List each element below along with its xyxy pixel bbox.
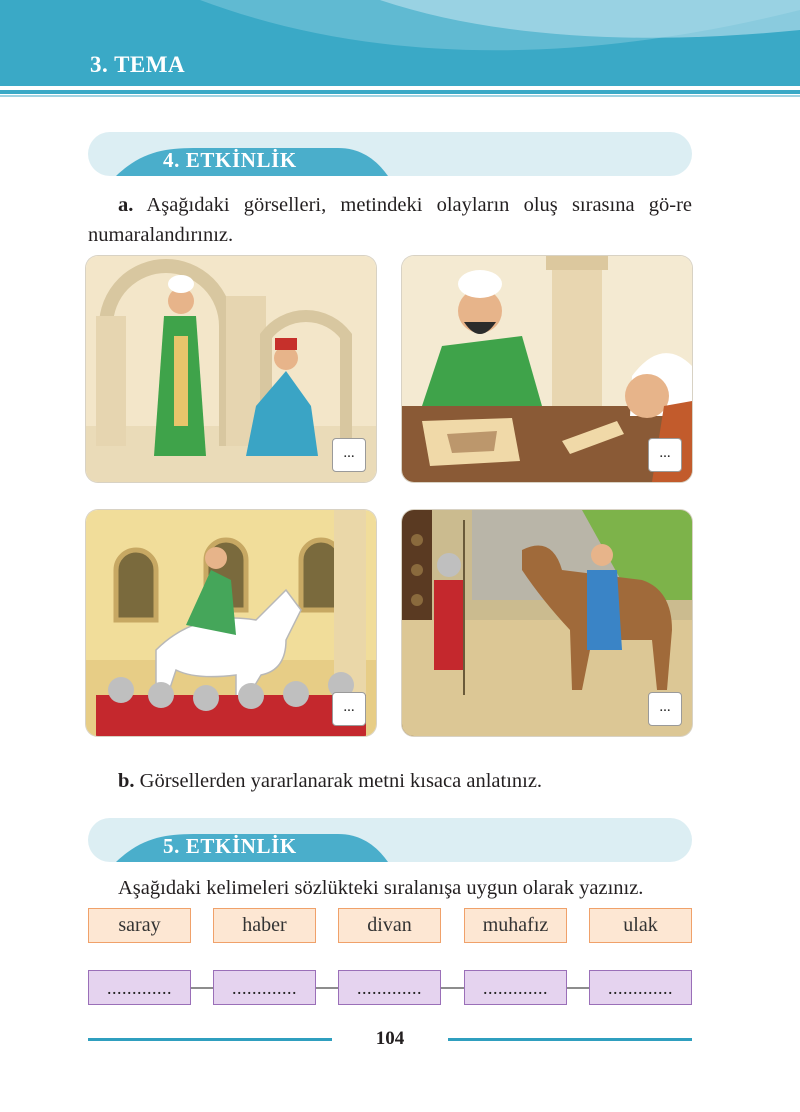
order-number-box-2[interactable]: ... [648, 438, 682, 472]
picture-card-1 [86, 256, 376, 482]
order-number-box-3[interactable]: ... [332, 692, 366, 726]
word-box-2: haber [213, 908, 316, 943]
answer-box-2[interactable]: ............. [213, 970, 316, 1005]
activity-4-part-b [88, 766, 692, 796]
answer-connector [441, 987, 464, 989]
answer-box-3[interactable]: ............. [338, 970, 441, 1005]
activity-5-instruction [88, 873, 692, 903]
answer-box-5[interactable]: ............. [589, 970, 692, 1005]
theme-header [0, 0, 800, 100]
activity-4-title-bar [88, 132, 692, 176]
word-box-4: muhafız [464, 908, 567, 943]
part-a-text: Aşağıdaki görselleri, metindeki olayların oluş sırasına gö-re numaralandırınız. [88, 194, 692, 246]
theme-title: 3. TEMA [90, 52, 186, 77]
answer-connector [316, 987, 338, 989]
word-box-3: divan [338, 908, 441, 943]
picture-card-4 [402, 510, 692, 736]
instruction-text: Aşağıdaki kelimeleri sözlükteki sıralanışa uygun olarak yazınız. [118, 877, 644, 899]
part-a-label: a. [118, 194, 134, 216]
answer-connector [567, 987, 589, 989]
activity-5-title-bar [88, 818, 692, 862]
footer-rule-left [88, 1038, 332, 1041]
activity-4-part-a [88, 190, 692, 250]
order-number-box-4[interactable]: ... [648, 692, 682, 726]
word-box-1: saray [88, 908, 191, 943]
activity-4-title: 4. ETKİNLİK [163, 148, 297, 172]
picture-card-2 [402, 256, 692, 482]
footer-rule-right [448, 1038, 692, 1041]
activity-5-title: 5. ETKİNLİK [163, 834, 297, 858]
word-box-5: ulak [589, 908, 692, 943]
part-b-text: Görsellerden yararlanarak metni kısaca anlatınız. [139, 770, 543, 792]
page-number: 104 [375, 1028, 405, 1049]
answer-box-1[interactable]: ............. [88, 970, 191, 1005]
order-number-box-1[interactable]: ... [332, 438, 366, 472]
answer-box-4[interactable]: ............. [464, 970, 567, 1005]
part-b-label: b. [118, 770, 135, 792]
answer-connector [191, 987, 213, 989]
picture-card-3 [86, 510, 376, 736]
header-banner-graphic [0, 0, 800, 100]
